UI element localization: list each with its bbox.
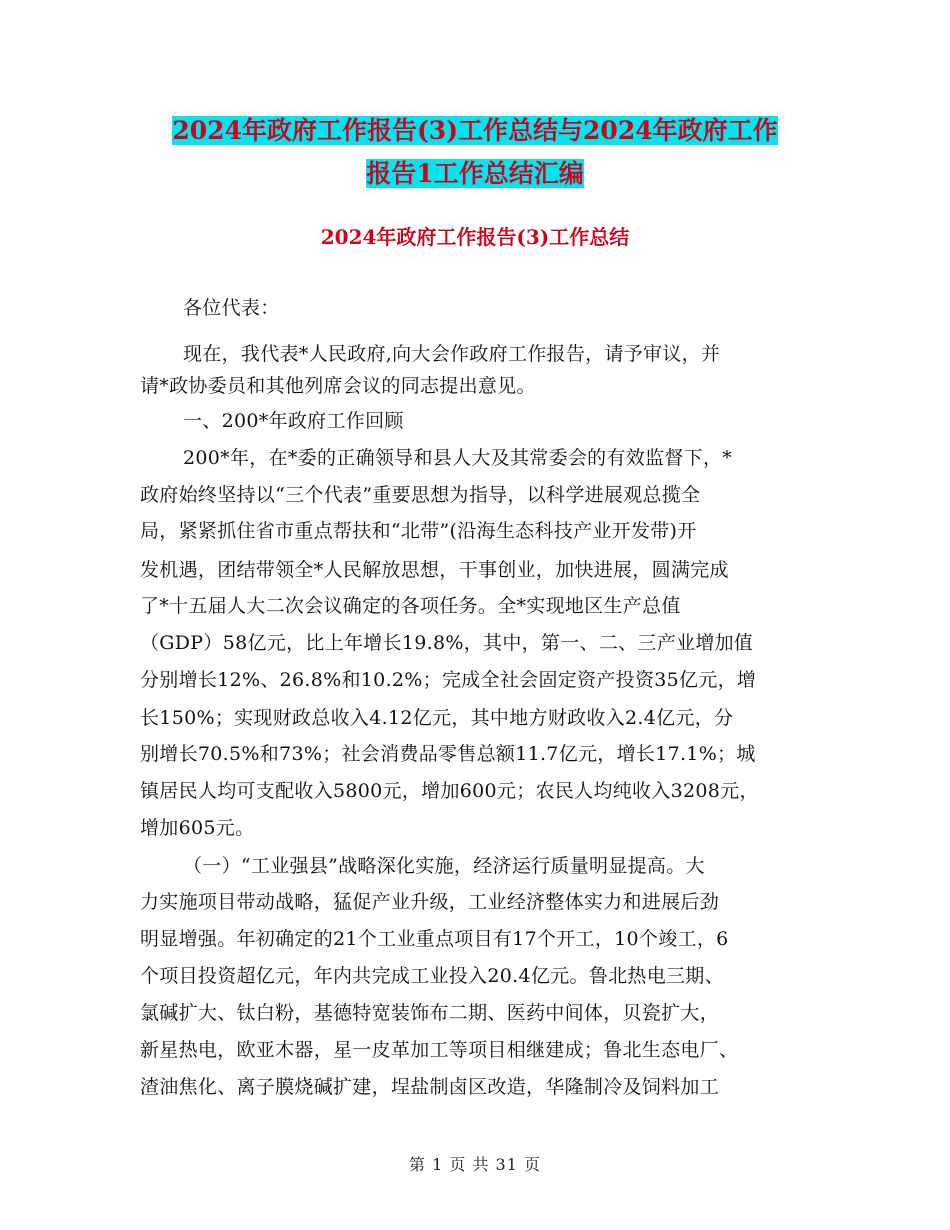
body-line: 一、200*年政府工作回顾	[183, 410, 404, 432]
body-line: （一）“工业强县”战略深化实施，经济运行质量明显提高。大	[183, 855, 705, 877]
body-line: 请*政协委员和其他列席会议的同志提出意见。	[140, 375, 536, 397]
section-title: 2024年政府工作报告(3)工作总结	[320, 225, 630, 249]
body-line: 别增长70.5%和73%；社会消费品零售总额11.7亿元，增长17.1%；城	[140, 743, 756, 765]
body-line: 政府始终坚持以“三个代表”重要思想为指导，以科学进展观总揽全	[140, 484, 701, 506]
body-line: 增加605元。	[140, 817, 255, 839]
body-line: 了*十五届人大二次会议确定的各项任务。全*实现地区生产总值	[140, 595, 681, 617]
page-footer: 第 1 页 共 31 页	[409, 1155, 541, 1174]
body-line: 个项目投资超亿元，年内共完成工业投入20.4亿元。鲁北热电三期、	[140, 965, 724, 987]
body-line: 长150%；实现财政总收入4.12亿元，其中地方财政收入2.4亿元，分	[140, 707, 734, 729]
body-line: （GDP）58亿元，比上年增长19.8%，其中，第一、二、三产业增加值	[140, 632, 754, 654]
body-line: 新星热电，欧亚木器，星一皮革加工等项目相继建成；鲁北生态电厂、	[140, 1039, 739, 1061]
body-line: 现在，我代表*人民政府,向大会作政府工作报告，请予审议，并	[183, 343, 721, 365]
document-title-line-2: 报告1工作总结汇编	[366, 159, 584, 188]
body-line: 200*年，在*委的正确领导和县人大及其常委会的有效监督下，*	[183, 447, 733, 469]
body-line: 镇居民人均可支配收入5800元，增加600元；农民人均纯收入3208元，	[140, 780, 759, 802]
body-line: 氯碱扩大、钛白粉，基德特宽装饰布二期、医药中间体，贝瓷扩大，	[140, 1002, 720, 1024]
body-line: 明显增强。年初确定的21个工业重点项目有17个开工，10个竣工，6	[140, 928, 729, 950]
body-line: 渣油焦化、离子膜烧碱扩建，埕盐制卤区改造，华隆制冷及饲料加工	[140, 1076, 720, 1098]
body-line: 各位代表：	[183, 297, 280, 319]
body-line: 发机遇，团结带领全*人民解放思想，干事创业，加快进展，圆满完成	[140, 559, 729, 581]
body-line: 局，紧紧抓住省市重点帮扶和“北带”(沿海生态科技产业开发带)开	[140, 520, 697, 542]
body-line: 力实施项目带动战略，猛促产业升级，工业经济整体实力和进展后劲	[140, 891, 720, 913]
document-title-line-1: 2024年政府工作报告(3)工作总结与2024年政府工作	[172, 116, 778, 145]
body-line: 分别增长12%、26.8%和10.2%；完成全社会固定资产投资35亿元，增	[140, 669, 757, 691]
